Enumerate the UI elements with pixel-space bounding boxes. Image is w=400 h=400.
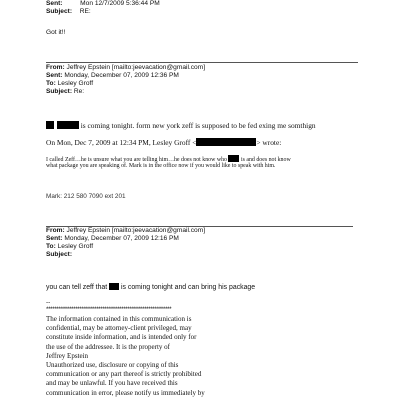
quote-prefix: On Mon, Dec 7, 2009 at 12:34 PM, Lesley Groff < xyxy=(46,138,197,147)
quoted-text: I called Zeff…he is unsure what you are telling him…he does not know who xyxy=(46,157,227,163)
from-value: Jeffrey Epstein [mailto:jeevacation@gmail.com] xyxy=(66,227,206,234)
email3-from-line xyxy=(46,227,205,235)
redaction-box xyxy=(57,121,79,129)
quote-suffix: > wrote: xyxy=(256,138,282,147)
redaction-box xyxy=(46,121,54,129)
email3-subject-line xyxy=(46,251,72,259)
body-text: you can tell zeff that xyxy=(46,284,108,291)
divider xyxy=(46,62,358,63)
to-label: To: xyxy=(46,243,56,250)
email3-to-line xyxy=(46,243,93,251)
disclaimer-line: confidential, may be attorney-client privileged, may xyxy=(46,324,192,333)
footer-dashes: -- xyxy=(46,299,51,306)
from-label: From: xyxy=(46,227,65,234)
line1-text: is coming tonight. form new york zeff is supposed to be fed exing me somthign xyxy=(80,121,316,130)
disclaimer-line: the use of the addressee. It is the property of xyxy=(46,342,171,351)
email3-body xyxy=(46,283,255,291)
subject-value: Re: xyxy=(73,88,85,95)
disclaimer-line: and may be unlawful. If you have received this xyxy=(46,379,178,388)
from-value: Jeffrey Epstein [mailto:jeevacation@gmail.com] xyxy=(66,64,206,71)
subject-label: Subject: xyxy=(46,251,73,258)
to-value: Lesley Groff xyxy=(57,80,94,87)
redaction-box xyxy=(228,155,239,162)
email2-line1 xyxy=(46,121,316,130)
sent-label: Sent: xyxy=(46,235,63,242)
email2-to-line xyxy=(46,80,93,88)
email1-subject-line xyxy=(46,8,91,16)
email2-mark: Mark: 212 580 7090 ext 201 xyxy=(46,193,126,200)
quoted-text: is and does not know xyxy=(240,157,291,163)
disclaimer-line: communication or any part thereof is strictly prohibited xyxy=(46,370,202,379)
to-label: To: xyxy=(46,80,56,87)
sent-label: Sent: xyxy=(46,72,63,79)
email3-sent-line xyxy=(46,235,179,243)
subject-label: Subject: xyxy=(46,88,73,95)
sent-label: Sent: xyxy=(46,0,63,7)
subject-label: Subject: xyxy=(46,8,73,15)
redaction-box xyxy=(109,283,119,290)
sent-value: Monday, December 07, 2009 12:36 PM xyxy=(64,72,179,79)
disclaimer-line: constitute inside information, and is intended only for xyxy=(46,333,197,342)
disclaimer-line: Jeffrey Epstein xyxy=(46,351,89,360)
email1-sent-line xyxy=(46,0,160,8)
email2-from-line xyxy=(46,64,205,72)
subject-value: RE: xyxy=(79,8,91,15)
email2-quote-header xyxy=(46,138,281,147)
email2-sent-line xyxy=(46,72,179,80)
sent-value: Mon 12/7/2009 5:36:44 PM xyxy=(80,0,160,7)
disclaimer-line: The information contained in this communication is xyxy=(46,315,192,323)
email2-quoted-line2: what package you are speaking of. Mark is in the office now if you would like to speak with him. xyxy=(46,163,276,169)
disclaimer-line: Unauthorized use, disclosure or copying of this xyxy=(46,361,179,370)
email1-body: Got it!! xyxy=(46,29,66,36)
email2-subject-line xyxy=(46,88,84,96)
from-label: From: xyxy=(46,64,65,71)
redaction-box xyxy=(196,138,256,146)
email2-quoted-line1 xyxy=(46,155,291,163)
disclaimer-line: communication in error, please notify us immediately by xyxy=(46,388,205,397)
sent-value: Monday, December 07, 2009 12:16 PM xyxy=(64,235,179,242)
disclaimer xyxy=(46,315,205,398)
footer-stars: ************************************************************ xyxy=(46,306,172,313)
body-text: is coming tonight and can bring his package xyxy=(121,284,256,291)
to-value: Lesley Groff xyxy=(57,243,94,250)
